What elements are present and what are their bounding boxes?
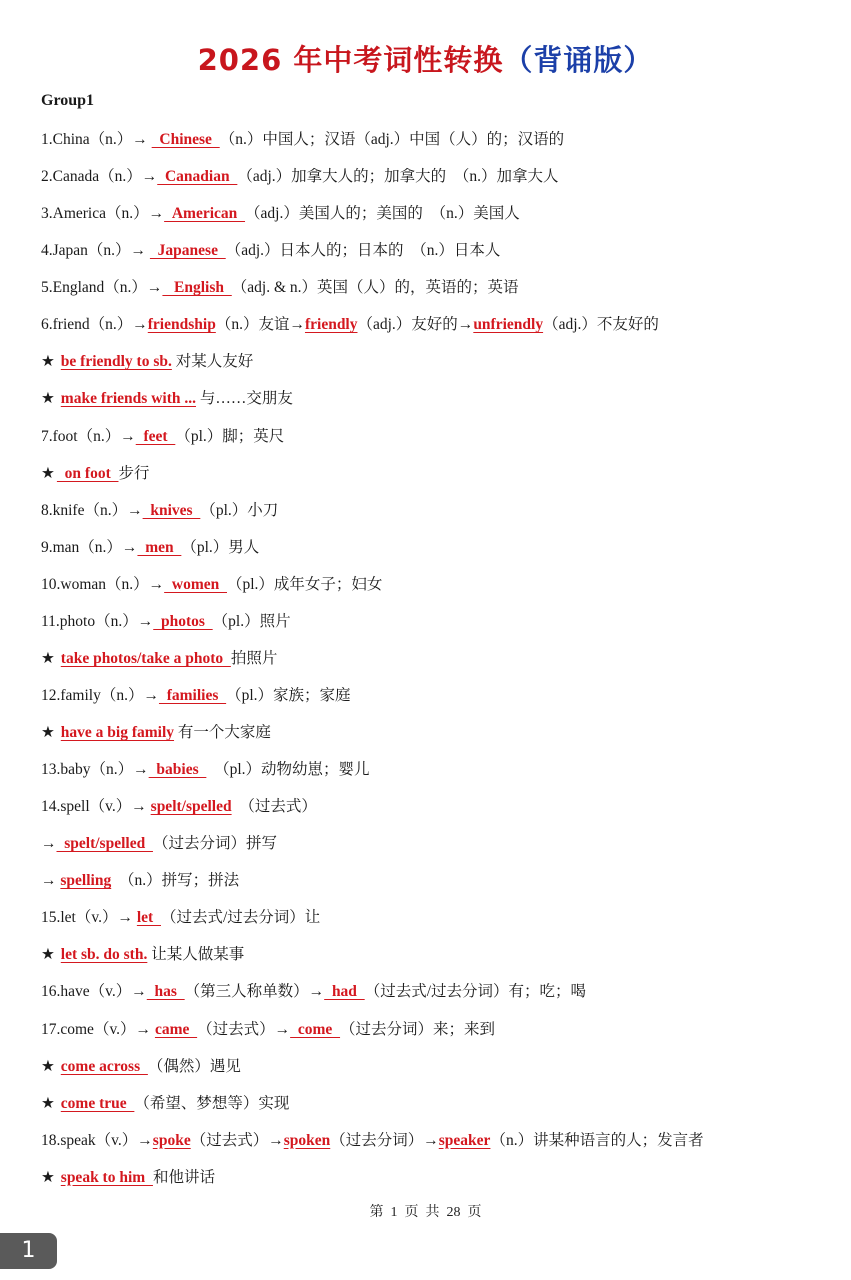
line-text: 3.America（n.）→ <box>41 205 165 223</box>
line-text: （adj.）美国人的；美国的 （n.）美国人 <box>245 205 520 223</box>
answer-text: has <box>146 983 185 1001</box>
answer-text: had <box>324 983 365 1001</box>
line-text: 8.knife（n.）→ <box>41 501 143 519</box>
page-number-badge[interactable]: 1 <box>0 1233 57 1269</box>
vocab-line <box>41 603 831 640</box>
line-text: 对某人友好 <box>171 353 254 371</box>
line-text: （adj.）加拿大人的；加拿大的 （n.）加拿大人 <box>237 168 559 186</box>
answer-text: come across <box>60 1057 148 1075</box>
answer-text: be friendly to sb. <box>60 353 172 371</box>
line-text: 16.have（v.）→ <box>41 983 147 1001</box>
group-heading: Group1 <box>41 92 95 109</box>
title-main: 2026 年中考词性转换 <box>197 43 504 77</box>
answer-text: come <box>290 1020 341 1038</box>
answer-text: spelt/spelled <box>150 798 232 816</box>
vocab-line <box>41 677 831 714</box>
vocab-line <box>41 862 831 899</box>
vocab-line <box>41 640 831 677</box>
vocab-line <box>41 566 831 603</box>
vocab-line <box>41 825 831 862</box>
vocab-line <box>41 788 831 825</box>
vocab-line <box>41 306 831 343</box>
line-text: （n.）拼写；拼法 <box>111 872 240 890</box>
line-text: （pl.）家族；家庭 <box>226 686 351 704</box>
answer-text: came <box>154 1020 198 1038</box>
page-footer: 第 1 页 共 28 页 <box>369 1205 482 1220</box>
line-text: （adj.）不友好的 <box>543 316 659 334</box>
line-text: （过去分词）拼写 <box>152 835 277 853</box>
answer-text: English <box>162 279 232 297</box>
line-text: 4.Japan（n.）→ <box>41 242 150 260</box>
vocab-line <box>41 529 831 566</box>
line-text: 与……交朋友 <box>195 390 293 408</box>
answer-text: on foot <box>56 464 119 482</box>
star-icon: ★ <box>41 390 59 408</box>
line-text: 7.foot（n.）→ <box>41 427 136 445</box>
answer-text: speak to him <box>60 1168 153 1186</box>
line-text: （过去式/过去分词）有；吃；喝 <box>364 983 586 1001</box>
answer-text: make friends with ... <box>60 390 196 408</box>
vocab-line <box>41 195 831 232</box>
answer-text: Canadian <box>157 168 238 186</box>
answer-text: friendly <box>304 316 358 334</box>
answer-text: let sb. do sth. <box>60 946 148 964</box>
line-text: 12.family（n.）→ <box>41 686 159 704</box>
vocab-line <box>41 1085 831 1122</box>
line-text: （pl.）动物幼崽；婴儿 <box>206 761 370 779</box>
star-icon: ★ <box>41 649 59 667</box>
line-text: （过去式/过去分词）让 <box>160 909 321 927</box>
star-icon: ★ <box>41 1168 59 1186</box>
vocab-line <box>41 232 831 269</box>
answer-text: come true <box>60 1094 135 1112</box>
vocab-line <box>41 492 831 529</box>
answer-text: families <box>158 686 227 704</box>
vocab-line <box>41 1011 831 1048</box>
line-text: （过去分词）→ <box>330 1131 439 1149</box>
answer-text: knives <box>142 501 201 519</box>
vocab-line <box>41 380 831 417</box>
answer-text: Chinese <box>151 131 220 148</box>
answer-text: photos <box>153 612 213 630</box>
line-text: 拍照片 <box>230 649 278 667</box>
line-text: （过去式）→ <box>197 1020 291 1038</box>
line-text: 18.speak（v.）→ <box>41 1131 153 1149</box>
vocab-line <box>41 121 831 158</box>
answer-text: women <box>164 575 227 593</box>
line-text: （pl.）照片 <box>212 612 291 630</box>
line-text: （n.）友谊→ <box>215 316 305 334</box>
line-text: 17.come（v.）→ <box>41 1020 155 1038</box>
vocabulary-list <box>41 121 831 1196</box>
line-text: 1.China（n.）→ <box>41 131 152 148</box>
line-text: （pl.）小刀 <box>200 501 279 519</box>
line-text: （偶然）遇见 <box>147 1057 241 1075</box>
answer-text: spoken <box>283 1131 331 1149</box>
vocab-line <box>41 1159 831 1196</box>
line-text: → <box>41 872 61 890</box>
answer-text: spoke <box>152 1131 191 1149</box>
line-text: 13.baby（n.）→ <box>41 761 149 779</box>
line-text: （希望、梦想等）实现 <box>134 1094 290 1112</box>
answer-text: spelling <box>60 872 112 890</box>
line-text: （pl.）成年女子；妇女 <box>227 575 383 593</box>
vocab-line <box>41 751 831 788</box>
vocab-line <box>41 973 831 1010</box>
line-text: （pl.）男人 <box>181 538 260 556</box>
answer-text: men <box>137 538 182 556</box>
line-text: 6.friend（n.）→ <box>41 316 148 334</box>
title-subtitle: （背诵版） <box>503 43 654 77</box>
vocab-line <box>41 936 831 973</box>
answer-text: take photos/take a photo <box>60 649 231 667</box>
answer-text: let <box>136 909 161 927</box>
line-text: （adj.）日本人的；日本的 （n.）日本人 <box>225 242 501 260</box>
line-text: （n.）中国人；汉语（adj.）中国（人）的；汉语的 <box>219 131 565 148</box>
answer-text: spelt/spelled <box>56 835 153 853</box>
line-text: 11.photo（n.）→ <box>41 612 154 630</box>
answer-text: unfriendly <box>473 316 544 334</box>
line-text: 有一个大家庭 <box>174 724 271 741</box>
line-text: （pl.）脚；英尺 <box>175 427 285 445</box>
vocab-line <box>41 1048 831 1085</box>
line-text: 5.England（n.）→ <box>41 279 163 297</box>
vocab-line <box>41 269 831 306</box>
line-text: （过去式）→ <box>190 1131 284 1149</box>
vocab-line <box>41 899 831 936</box>
vocab-line <box>41 455 831 492</box>
answer-text: speaker <box>438 1131 491 1149</box>
line-text: 14.spell（v.）→ <box>41 798 151 816</box>
line-text: 9.man（n.）→ <box>41 538 138 556</box>
vocab-line <box>41 418 831 455</box>
line-text: （adj.）友好的→ <box>357 316 474 334</box>
vocab-line <box>41 714 831 751</box>
star-icon: ★ <box>41 946 59 964</box>
vocab-line <box>41 158 831 195</box>
answer-text: feet <box>135 427 176 445</box>
line-text: （过去式） <box>231 798 317 816</box>
line-text: （过去分词）来；来到 <box>340 1020 496 1038</box>
star-icon: ★ <box>41 353 59 371</box>
page-title <box>0 38 851 79</box>
answer-text: babies <box>148 761 207 779</box>
vocab-line <box>41 1122 831 1159</box>
star-icon: ★ <box>41 1094 59 1112</box>
star-icon: ★ <box>41 724 59 741</box>
answer-text: friendship <box>147 316 216 334</box>
answer-text: Japanese <box>149 242 226 260</box>
line-text: 2.Canada（n.）→ <box>41 168 158 186</box>
line-text: （adj. & n.）英国（人）的，英语的；英语 <box>231 279 519 297</box>
star-icon: ★ <box>41 464 55 482</box>
line-text: 让某人做某事 <box>147 946 245 964</box>
line-text: （n.）讲某种语言的人；发言者 <box>490 1131 704 1149</box>
line-text: → <box>41 835 57 853</box>
answer-text: have a big family <box>60 724 175 741</box>
vocab-line <box>41 343 831 380</box>
line-text: 10.woman（n.）→ <box>41 575 165 593</box>
line-text: 15.let（v.）→ <box>41 909 137 927</box>
line-text: 和他讲话 <box>152 1168 215 1186</box>
star-icon: ★ <box>41 1057 59 1075</box>
line-text: （第三人称单数）→ <box>184 983 325 1001</box>
answer-text: American <box>164 205 246 223</box>
line-text: 步行 <box>118 464 150 482</box>
